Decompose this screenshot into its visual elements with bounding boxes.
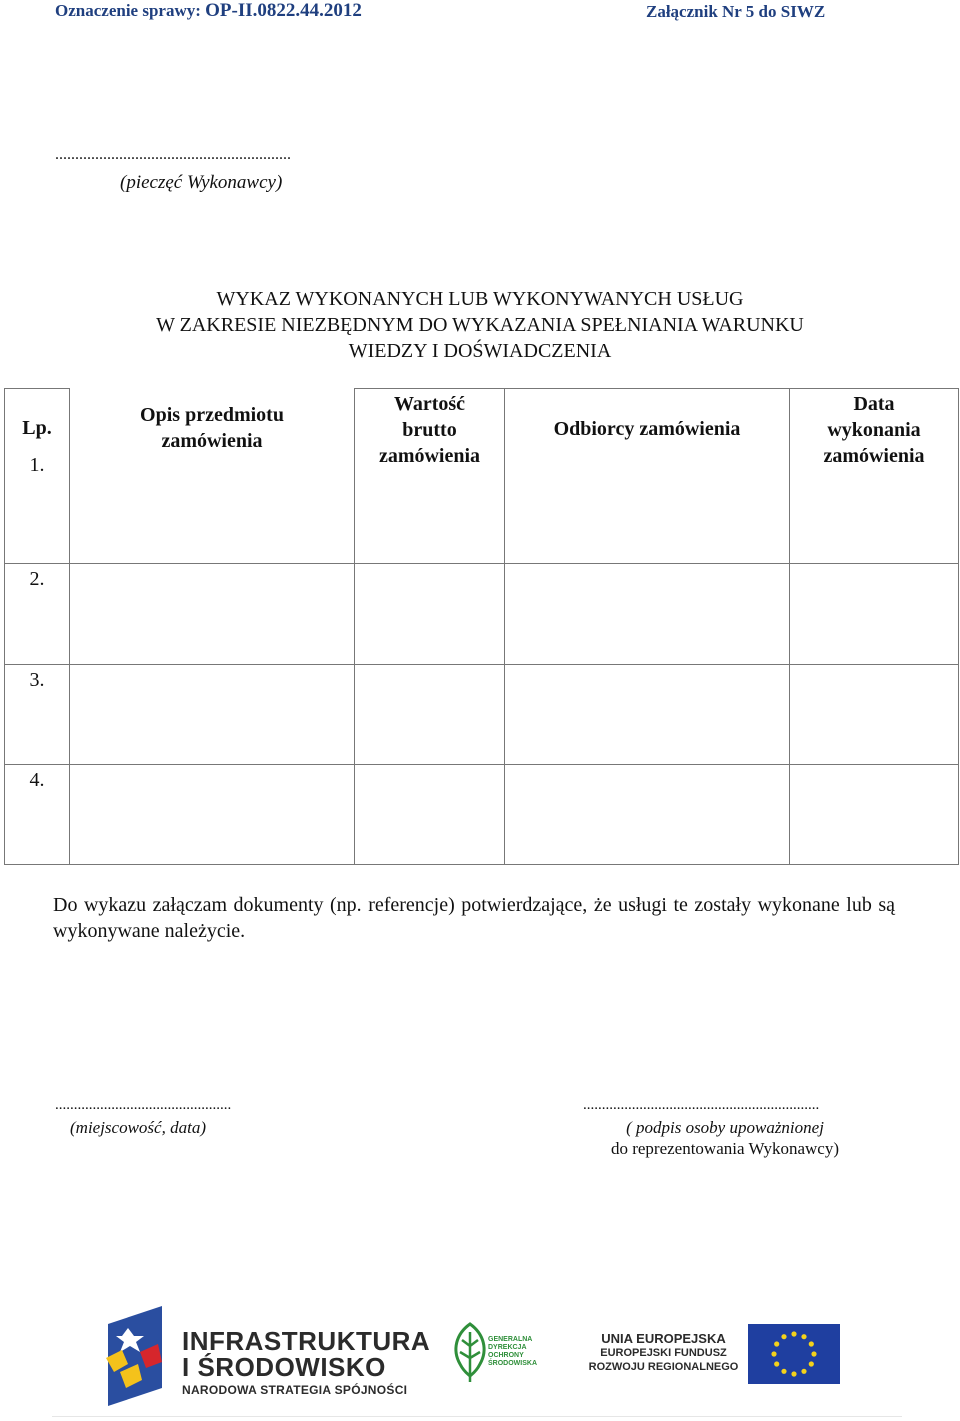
date-cell[interactable] xyxy=(790,665,959,765)
stamp-dots: ........................................................... xyxy=(55,146,291,163)
gdos-line: ŚRODOWISKA xyxy=(488,1360,537,1367)
row-number: 4. xyxy=(29,769,45,791)
attachment-label: Załącznik Nr 5 do SIWZ xyxy=(646,2,826,21)
ue-line-2: EUROPEJSKI FUNDUSZ xyxy=(600,1347,727,1359)
recipients-cell[interactable] xyxy=(505,564,790,665)
services-table xyxy=(4,388,959,865)
lp-header-cell xyxy=(5,389,70,564)
place-date-dots: ............................................... xyxy=(55,1097,232,1113)
table-row xyxy=(5,564,959,665)
recipients-cell[interactable] xyxy=(505,665,790,765)
case-number: OP-II.0822.44.2012 xyxy=(205,0,362,21)
lp-header: Lp. xyxy=(22,417,52,439)
lp-cell xyxy=(5,765,70,865)
stamp-label: (pieczęć Wykonawcy) xyxy=(120,172,283,193)
attachments-statement: Do wykazu załączam dokumenty (np. referencje) potwierdzające, że usługi te zostały wykonane lub są wykonywane należycie. xyxy=(53,894,895,942)
infrastruktura-emblem-icon xyxy=(100,1306,170,1406)
description-cell[interactable] xyxy=(70,665,355,765)
row-number: 1. xyxy=(29,454,45,476)
title-line-1: WYKAZ WYKONANYCH LUB WYKONYWANYCH USŁUG xyxy=(216,288,744,310)
is-line-2: I ŚRODOWISKO xyxy=(182,1352,386,1382)
table-row xyxy=(5,765,959,865)
is-line-3: NARODOWA STRATEGIA SPÓJNOŚCI xyxy=(182,1383,408,1397)
value-cell[interactable] xyxy=(355,765,505,865)
table-row xyxy=(5,389,959,564)
is-line-1: INFRASTRUKTURA xyxy=(182,1326,431,1356)
row-number: 3. xyxy=(29,669,45,691)
recipients-cell[interactable] xyxy=(505,389,790,564)
recipients-header: Odbiorcy zamówienia xyxy=(553,418,741,440)
title-line-2: W ZAKRESIE NIEZBĘDNYM DO WYKAZANIA SPEŁNIANIA WARUNKU xyxy=(156,314,804,336)
lp-cell xyxy=(5,665,70,765)
bottom-rule xyxy=(52,1416,902,1417)
value-cell[interactable] xyxy=(355,564,505,665)
date-cell[interactable] xyxy=(790,765,959,865)
ue-line-3: ROZWOJU REGIONALNEGO xyxy=(588,1361,739,1373)
description-header: Opis przedmiotu zamówienia xyxy=(140,403,284,452)
gdos-line: DYREKCJA xyxy=(488,1344,527,1351)
description-cell[interactable] xyxy=(70,389,355,564)
place-date-label: (miejscowość, data) xyxy=(70,1118,206,1137)
signature-label-2: do reprezentowania Wykonawcy) xyxy=(610,1139,840,1158)
value-cell[interactable] xyxy=(355,389,505,564)
case-reference xyxy=(55,0,362,22)
gdos-text xyxy=(488,1336,537,1368)
description-cell[interactable] xyxy=(70,765,355,865)
gdos-line: GENERALNA xyxy=(488,1336,533,1343)
recipients-cell[interactable] xyxy=(505,765,790,865)
date-header: Data wykonania zamówienia xyxy=(823,393,925,467)
gdos-line: OCHRONY xyxy=(488,1352,524,1359)
gdos-leaf-icon xyxy=(452,1322,488,1384)
signature-dots: ............................................................... xyxy=(583,1097,820,1113)
document-title xyxy=(0,286,960,364)
title-line-3: WIEDZY I DOŚWIADCZENIA xyxy=(348,340,612,362)
value-header: Wartość brutto zamówienia xyxy=(378,393,481,467)
date-cell[interactable] xyxy=(790,389,959,564)
eu-flag-icon xyxy=(748,1324,840,1384)
lp-cell xyxy=(5,564,70,665)
value-cell[interactable] xyxy=(355,665,505,765)
table-row xyxy=(5,665,959,765)
row-number: 2. xyxy=(29,568,45,590)
logos-bar xyxy=(0,1300,960,1410)
description-cell[interactable] xyxy=(70,564,355,665)
date-cell[interactable] xyxy=(790,564,959,665)
ue-line-1: UNIA EUROPEJSKA xyxy=(601,1331,726,1346)
case-label: Oznaczenie sprawy: xyxy=(55,1,201,20)
signature-label-1: ( podpis osoby upoważnionej xyxy=(626,1118,824,1137)
